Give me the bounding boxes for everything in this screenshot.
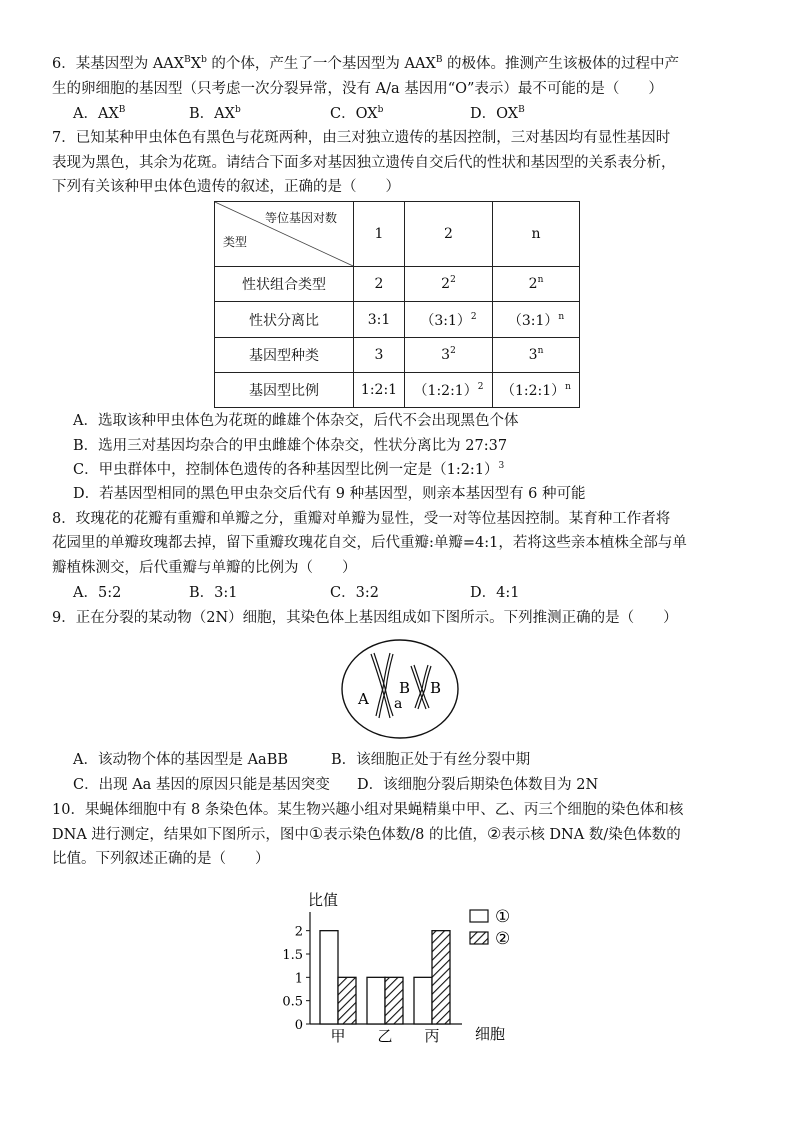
table-col-header: 2 — [405, 202, 493, 267]
q7-option-a: A．选取该种甲虫体色为花斑的雌雄个体杂交，后代不会出现黑色个体 — [73, 413, 519, 429]
row-label: 性状分离比 — [215, 302, 354, 338]
gene-label-a: a — [394, 696, 403, 712]
q6-options — [73, 104, 525, 124]
q9-line1: 9．正在分裂的某动物（2N）细胞，其染色体上基因组成如下图所示。下列推测正确的是（ ） — [52, 610, 678, 626]
legend-label: ② — [495, 929, 511, 949]
bar-1 — [414, 977, 432, 1024]
table-cell: 3 — [354, 338, 405, 373]
y-tick-label: 0.5 — [282, 994, 303, 1010]
legend-swatch — [470, 910, 488, 922]
gene-label-B-left: B — [399, 679, 411, 697]
table-col-header: 1 — [354, 202, 405, 267]
q9-options-row2 — [73, 775, 598, 795]
header-allele-pairs: 等位基因对数 — [264, 211, 337, 225]
table-row — [215, 302, 580, 338]
table-cell: $2^2$ — [405, 267, 493, 302]
q6-option-c: C．$OX^b$ — [330, 105, 384, 122]
x-category-label: 乙 — [377, 1027, 393, 1045]
q7-line2: 表现为黑色，其余为花斑。请结合下面多对基因独立遗传自交后代的性状和基因型的关系表分析， — [52, 155, 676, 171]
gene-label-A: A — [358, 690, 369, 708]
q8-line3: 瓣植株测交，后代重瓣与单瓣的比例为（ ） — [52, 560, 357, 576]
table-cell: 2$^n$ — [493, 267, 580, 302]
y-tick-label: 1 — [294, 971, 303, 987]
table-row — [215, 267, 580, 302]
q6-option-b: B．$AX^b$ — [189, 105, 241, 122]
q6-option-a: A．$AX^B$ — [73, 105, 126, 122]
q8-option-d: D．4:1 — [470, 585, 520, 601]
y-tick-label: 2 — [294, 924, 303, 940]
q9-option-c: C．出现 Aa 基因的原因只能是基因突变 — [73, 777, 330, 793]
header-type: 类型 — [223, 235, 248, 249]
table-cell: （3:1）$^2$ — [405, 302, 493, 338]
q6-line1: 6．某基因型为 $AAX^BX^b$ 的个体，产生了一个基因型为 $AAX^B$ 的极体。推测产生该极体的过程中产 — [52, 55, 680, 72]
q9-option-d: D．该细胞分裂后期染色体数目为 2N — [357, 777, 599, 793]
gene-label-B-right: B — [430, 679, 442, 697]
q7-line3: 下列有关该种甲虫体色遗传的叙述，正确的是（ ） — [52, 179, 400, 195]
q7-option-b: B．选用三对基因均杂合的甲虫雌雄个体杂交，性状分离比为 27:37 — [73, 438, 508, 454]
x-category-label: 甲 — [330, 1027, 346, 1045]
q8-option-c: C．3:2 — [330, 585, 379, 601]
legend-swatch — [470, 932, 488, 944]
table-cell: （1:2:1）$^2$ — [405, 373, 493, 408]
ratio-bar-chart — [270, 884, 540, 1054]
q9-options-row1 — [73, 750, 530, 770]
q9-option-a: A．该动物个体的基因型是 AaBB — [73, 752, 289, 768]
q8-options — [73, 583, 519, 603]
q6-option-d: D．$OX^B$ — [470, 105, 525, 122]
q7-option-c: C．甲虫群体中，控制体色遗传的各种基因型比例一定是（1:2:1）$^3$ — [73, 461, 505, 478]
q10-line3: 比值。下列叙述正确的是（ ） — [52, 851, 270, 867]
cell-diagram — [338, 636, 464, 742]
x-axis-label: 细胞 — [475, 1025, 506, 1043]
bar-1 — [320, 931, 338, 1024]
q7-option-d: D．若基因型相同的黑色甲虫杂交后代有 9 种基因型，则亲本基因型有 6 种可能 — [73, 486, 586, 502]
q8-option-a: A．5:2 — [73, 585, 122, 601]
chromosome-right — [411, 665, 431, 709]
y-tick-label: 1.5 — [282, 948, 303, 963]
legend-label: ① — [495, 907, 511, 927]
table-cell: （3:1）$^n$ — [493, 302, 580, 338]
q8-line2: 花园里的单瓣玫瑰都去掉，留下重瓣玫瑰花自交，后代重瓣:单瓣=4:1，若将这些亲本植株全部与单 — [52, 535, 687, 551]
table-cell: 3:1 — [354, 302, 405, 338]
x-category-label: 丙 — [424, 1027, 440, 1045]
table-col-header: n — [493, 202, 580, 267]
q6-line2: 生的卵细胞的基因型（只考虑一次分裂异常，没有 A/a 基因用“O”表示）最不可能的是（ ） — [52, 81, 663, 97]
bar-2 — [432, 931, 450, 1024]
q7-line1: 7．已知某种甲虫体色有黑色与花斑两种，由三对独立遗传的基因控制，三对基因均有显性基因时 — [52, 130, 671, 146]
q9-option-b: B．该细胞正处于有丝分裂中期 — [331, 752, 531, 768]
table-cell: 3$^n$ — [493, 338, 580, 373]
y-axis-label: 比值 — [308, 891, 339, 909]
table-row — [215, 338, 580, 373]
bar-2 — [338, 977, 356, 1024]
table-cell: 1:2:1 — [354, 373, 405, 408]
table-cell: $3^2$ — [405, 338, 493, 373]
table-cell: （1:2:1）$^n$ — [493, 373, 580, 408]
table-header-diagonal-cell — [215, 202, 354, 267]
row-label: 基因型比例 — [215, 373, 354, 408]
y-tick-label: 0 — [294, 1018, 303, 1033]
chromosome-left — [371, 653, 393, 718]
row-label: 性状组合类型 — [215, 267, 354, 302]
row-label: 基因型种类 — [215, 338, 354, 373]
table-cell: 2 — [354, 267, 405, 302]
bar-2 — [385, 977, 403, 1024]
q10-line1: 10．果蝇体细胞中有 8 条染色体。某生物兴趣小组对果蝇精巢中甲、乙、丙三个细胞的染色体和核 — [52, 802, 684, 818]
q8-option-b: B．3:1 — [189, 585, 238, 601]
q8-line1: 8．玫瑰花的花瓣有重瓣和单瓣之分，重瓣对单瓣为显性，受一对等位基因控制。某育种工作者将 — [52, 511, 671, 527]
q10-line2: DNA 进行测定，结果如下图所示，图中①表示染色体数/8 的比值，②表示核 DNA 数/染色体数的 — [52, 824, 681, 843]
table-row — [215, 373, 580, 408]
bar-1 — [367, 977, 385, 1024]
genetics-table — [214, 201, 580, 408]
